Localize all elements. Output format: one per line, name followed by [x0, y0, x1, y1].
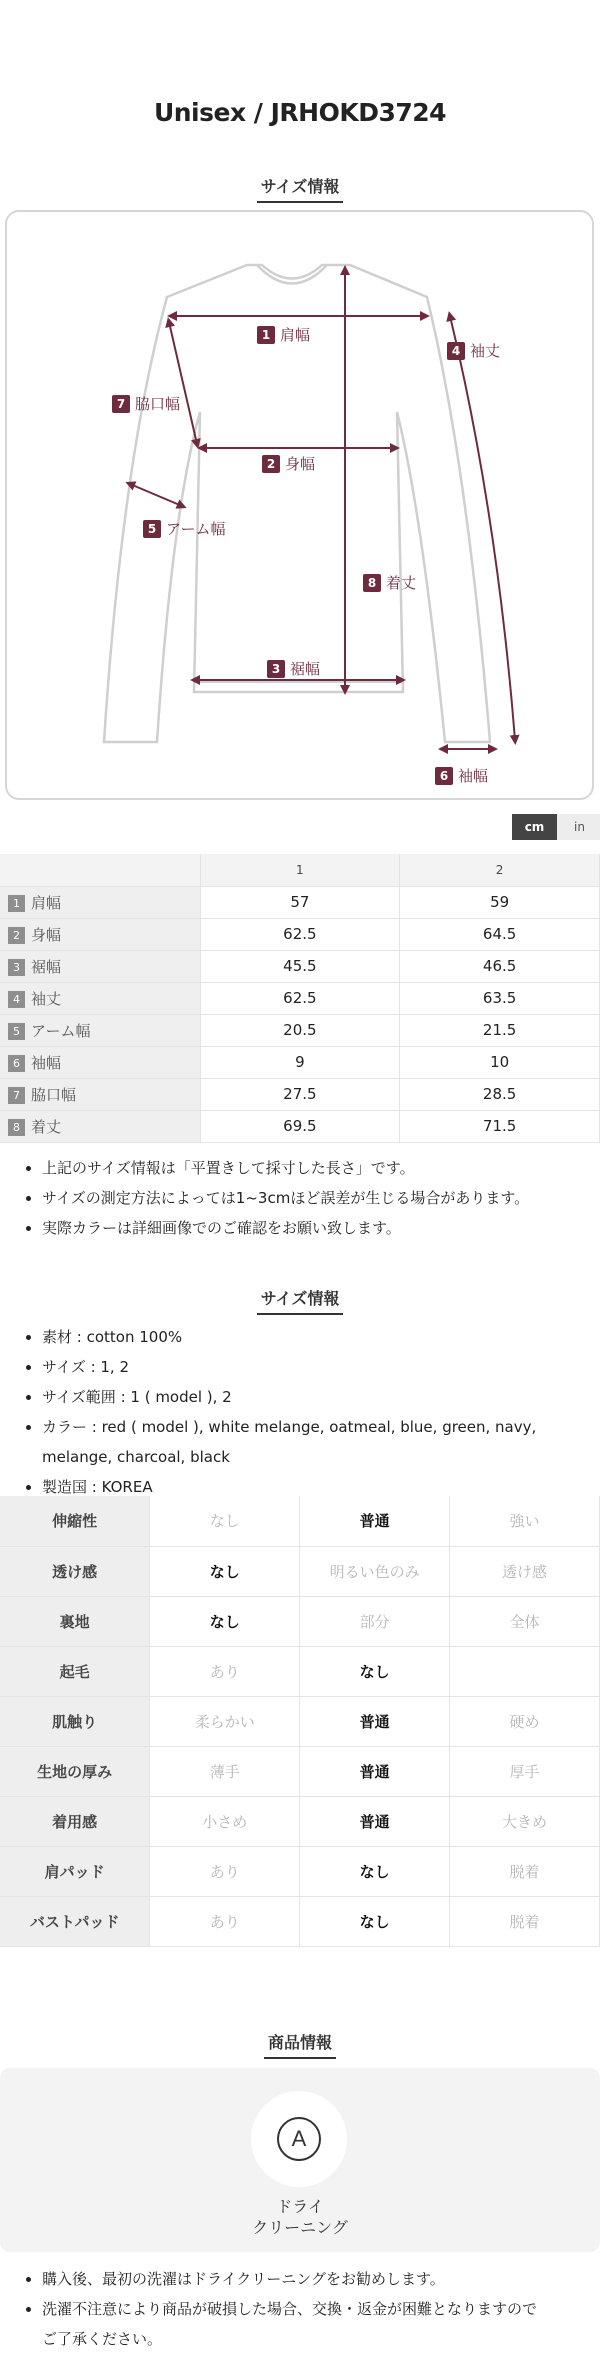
spec-material: • 素材 : cotton 100% — [42, 1322, 584, 1352]
size-value-cell: 27.5 — [200, 1078, 400, 1110]
fabric-row — [0, 1746, 600, 1796]
size-row — [0, 918, 600, 950]
fabric-option-selected: 普通 — [300, 1796, 450, 1846]
size-value-cell: 46.5 — [400, 950, 600, 982]
spec-size-range: • サイズ範囲 : 1 ( model ), 2 — [42, 1382, 584, 1412]
fabric-option: あり — [150, 1846, 300, 1896]
size-row-label — [0, 950, 200, 982]
fabric-option: 脱着 — [450, 1896, 600, 1946]
size-value-cell: 59 — [400, 886, 600, 918]
label-sleeve-cuff: 6 袖幅 — [435, 765, 488, 786]
fabric-option: あり — [150, 1896, 300, 1946]
fabric-option-selected: 普通 — [300, 1746, 450, 1796]
size-value-cell: 57 — [200, 886, 400, 918]
size-column-1: 1 — [200, 854, 400, 886]
fabric-option: 小さめ — [150, 1796, 300, 1846]
size-row-name: 袖丈 — [31, 989, 62, 1008]
size-row-label — [0, 1110, 200, 1142]
spec-list — [24, 1322, 584, 1502]
fabric-option: 部分 — [300, 1596, 450, 1646]
fabric-option-selected: 普通 — [300, 1696, 450, 1746]
size-note: • 実際カラーは詳細画像でのご確認をお願い致します。 — [42, 1213, 584, 1243]
fabric-attribute-name: 着用感 — [0, 1796, 150, 1846]
size-value-cell: 62.5 — [200, 982, 400, 1014]
size-row-label — [0, 1014, 200, 1046]
label-chest-width: 2 身幅 — [262, 453, 315, 474]
product-info-heading: 商品情報 — [0, 2030, 600, 2059]
fabric-attribute-name: 透け感 — [0, 1546, 150, 1596]
size-row-name: 着丈 — [31, 1117, 62, 1136]
fabric-row — [0, 1596, 600, 1646]
unit-cm-button[interactable]: cm — [512, 814, 557, 840]
product-title: Unisex / JRHOKD3724 — [153, 98, 447, 127]
fabric-option-selected: なし — [300, 1846, 450, 1896]
size-row — [0, 950, 600, 982]
fabric-option-selected: なし — [150, 1596, 300, 1646]
fabric-option-selected: 普通 — [300, 1496, 450, 1546]
fabric-attribute-name: 伸縮性 — [0, 1496, 150, 1546]
size-row-number: 6 — [8, 1055, 25, 1072]
fabric-option-selected: なし — [300, 1646, 450, 1696]
size-row-name: 脇口幅 — [31, 1085, 77, 1104]
size-row-name: 身幅 — [31, 925, 62, 944]
care-label: ドライ クリーニング — [252, 2197, 348, 2237]
size-table-corner — [0, 854, 200, 886]
label-armhole-width: 7 脇口幅 — [112, 393, 180, 414]
size-note: • サイズの測定方法によっては1~3cmほど誤差が生じる場合があります。 — [42, 1183, 584, 1213]
label-hem-width: 3 裾幅 — [267, 658, 320, 679]
label-total-length: 8 着丈 — [363, 572, 416, 593]
fabric-option: 厚手 — [450, 1746, 600, 1796]
fabric-option: 透け感 — [450, 1546, 600, 1596]
fabric-attribute-name: 肩パッド — [0, 1846, 150, 1896]
size-info-heading: サイズ情報 — [0, 174, 600, 203]
size-row — [0, 1110, 600, 1142]
size-row-number: 3 — [8, 959, 25, 976]
fabric-attribute-name: 生地の厚み — [0, 1746, 150, 1796]
size-value-cell: 63.5 — [400, 982, 600, 1014]
size-row — [0, 1014, 600, 1046]
size-row-label — [0, 1046, 200, 1078]
care-note: • 洗濯不注意により商品が破損した場合、交換・返金が困難となりますので ご了承ください。 — [42, 2294, 584, 2354]
dry-clean-icon: A — [277, 2117, 321, 2161]
fabric-row — [0, 1896, 600, 1946]
care-icon-background — [251, 2091, 347, 2187]
size-row-number: 4 — [8, 991, 25, 1008]
fabric-option: 明るい色のみ — [300, 1546, 450, 1596]
size-row — [0, 982, 600, 1014]
size-row-name: 裾幅 — [31, 957, 62, 976]
size-row-number: 7 — [8, 1087, 25, 1104]
size-value-cell: 28.5 — [400, 1078, 600, 1110]
size-value-cell: 20.5 — [200, 1014, 400, 1046]
fabric-option: 全体 — [450, 1596, 600, 1646]
size-value-cell: 21.5 — [400, 1014, 600, 1046]
size-value-cell: 62.5 — [200, 918, 400, 950]
fabric-row — [0, 1496, 600, 1546]
size-row-number: 5 — [8, 1023, 25, 1040]
fabric-option-selected: なし — [300, 1896, 450, 1946]
fabric-option: 大きめ — [450, 1796, 600, 1846]
fabric-option: 薄手 — [150, 1746, 300, 1796]
size-value-cell: 71.5 — [400, 1110, 600, 1142]
fabric-row — [0, 1796, 600, 1846]
fabric-option: 脱着 — [450, 1846, 600, 1896]
fabric-option: 硬め — [450, 1696, 600, 1746]
size-row-name: 肩幅 — [31, 893, 62, 912]
size-row-number: 1 — [8, 895, 25, 912]
label-sleeve-length: 4 袖丈 — [447, 340, 500, 361]
care-notes — [24, 2264, 584, 2354]
label-shoulder-width: 1 肩幅 — [257, 324, 310, 345]
size-value-cell: 10 — [400, 1046, 600, 1078]
size-row-label — [0, 918, 200, 950]
fabric-row — [0, 1696, 600, 1746]
care-note: • 購入後、最初の洗濯はドライクリーニングをお勧めします。 — [42, 2264, 584, 2294]
size-row-label — [0, 886, 200, 918]
size-value-cell: 45.5 — [200, 950, 400, 982]
spec-country: • 製造国 : KOREA — [42, 1472, 584, 1502]
fabric-option: あり — [150, 1646, 300, 1696]
garment-diagram — [5, 210, 594, 800]
size-row-label — [0, 982, 200, 1014]
fabric-row — [0, 1646, 600, 1696]
size-row-label — [0, 1078, 200, 1110]
size-row-name: 袖幅 — [31, 1053, 62, 1072]
fabric-option: なし — [150, 1496, 300, 1546]
fabric-attribute-name: 起毛 — [0, 1646, 150, 1696]
size-row-name: アーム幅 — [31, 1021, 91, 1040]
spec-sizes: • サイズ : 1, 2 — [42, 1352, 584, 1382]
size-row — [0, 1046, 600, 1078]
fabric-option: 強い — [450, 1496, 600, 1546]
size-row — [0, 886, 600, 918]
size-notes — [24, 1153, 584, 1243]
fabric-attribute-name: 肌触り — [0, 1696, 150, 1746]
size-table — [0, 854, 600, 1143]
fabric-attribute-name: 裏地 — [0, 1596, 150, 1646]
unit-toggle — [512, 814, 600, 840]
size-note: • 上記のサイズ情報は「平置きして採寸した長さ」です。 — [42, 1153, 584, 1183]
fabric-option: 柔らかい — [150, 1696, 300, 1746]
fabric-option-selected: なし — [150, 1546, 300, 1596]
fabric-feel-table — [0, 1496, 600, 1947]
size-table-header — [0, 854, 600, 886]
care-box — [0, 2068, 600, 2252]
fabric-option — [450, 1646, 600, 1696]
fabric-attribute-name: バストパッド — [0, 1896, 150, 1946]
size-row-number: 2 — [8, 927, 25, 944]
fabric-row — [0, 1846, 600, 1896]
spec-heading: サイズ情報 — [0, 1286, 600, 1315]
unit-in-button[interactable]: in — [557, 814, 600, 840]
spec-colors: • カラー : red ( model ), white melange, oatmeal, blue, green, navy, melange, charcoal, black — [42, 1412, 584, 1472]
size-value-cell: 64.5 — [400, 918, 600, 950]
size-value-cell: 9 — [200, 1046, 400, 1078]
label-arm-width: 5 アーム幅 — [143, 518, 226, 539]
size-column-2: 2 — [400, 854, 600, 886]
size-value-cell: 69.5 — [200, 1110, 400, 1142]
fabric-row — [0, 1546, 600, 1596]
garment-outline — [7, 212, 596, 802]
size-row — [0, 1078, 600, 1110]
size-row-number: 8 — [8, 1119, 25, 1136]
